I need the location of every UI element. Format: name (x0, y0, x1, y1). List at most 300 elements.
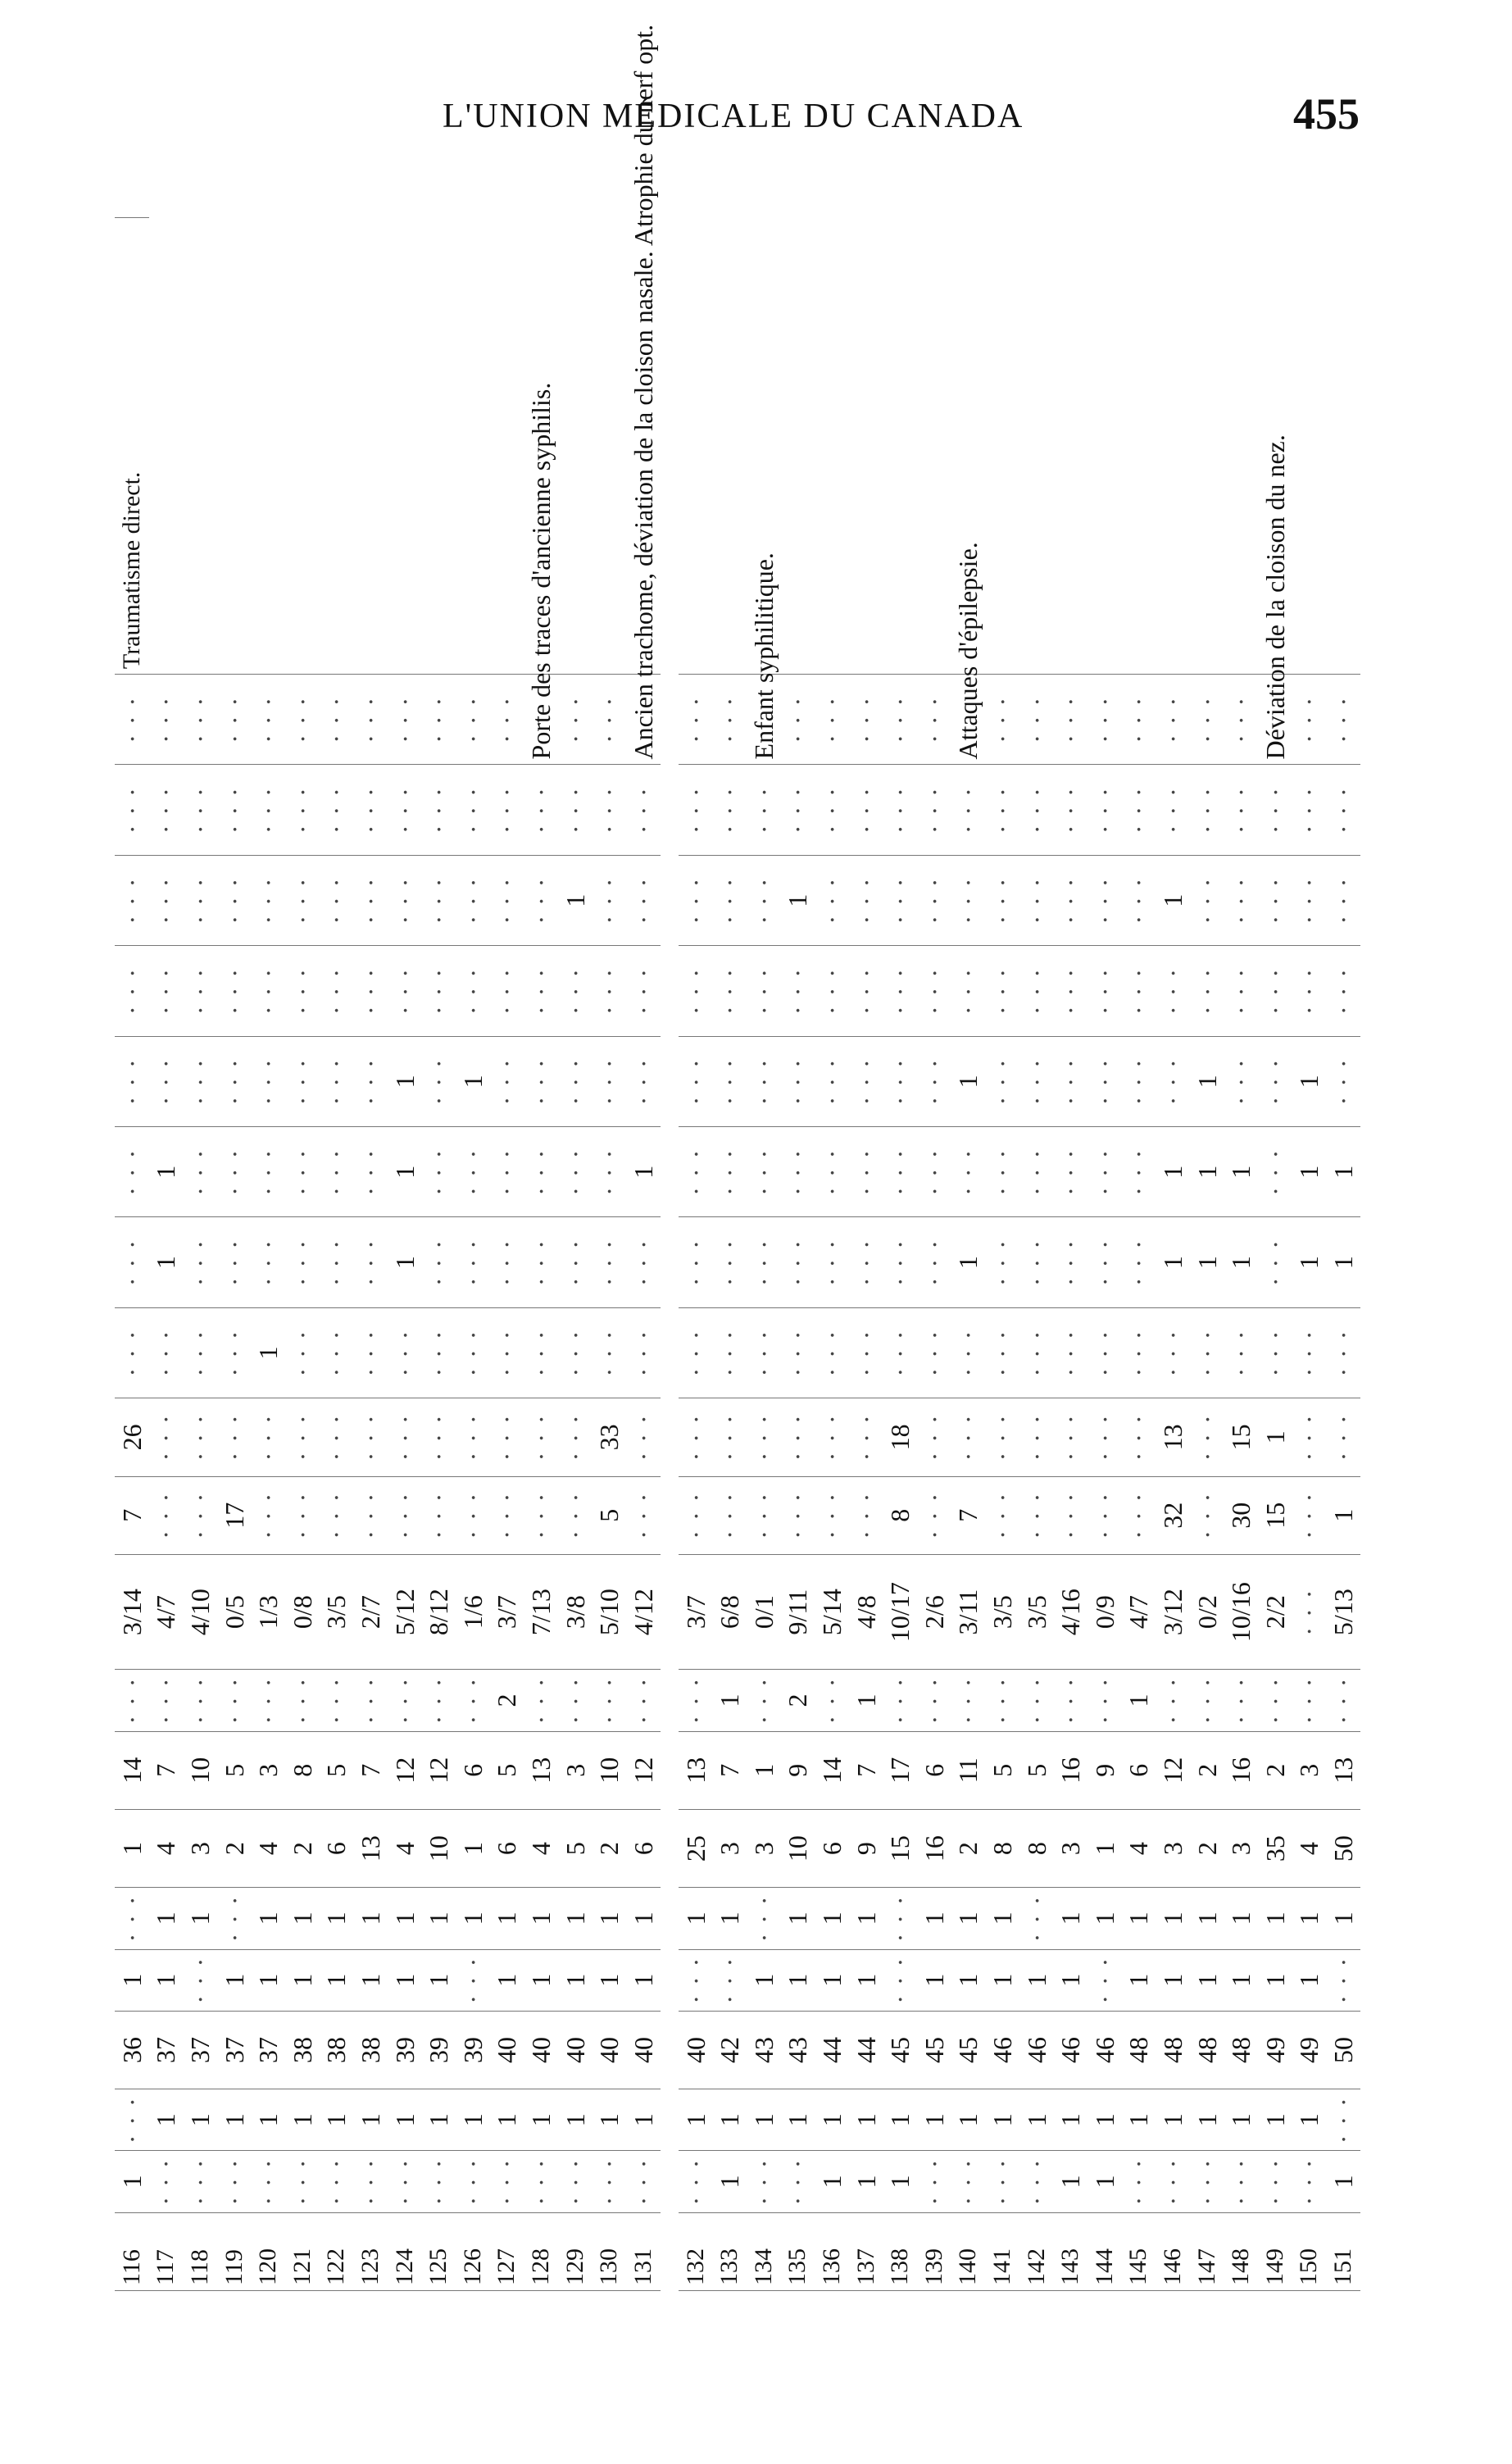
table-cell: · · · (490, 765, 524, 855)
table-cell: · · · (217, 765, 252, 855)
table-cell: 1 (251, 2089, 285, 2151)
table-cell: · · · (712, 855, 747, 945)
table-cell: · · · (985, 1127, 1019, 1217)
table-cell: · · · (1087, 1307, 1122, 1398)
table-cell: · · · (217, 1217, 252, 1307)
table-cell: · · · (917, 2151, 951, 2212)
case-number-cell: 136 (815, 2212, 849, 2290)
table-cell: · · · (883, 1036, 917, 1126)
table-cell: · · · (285, 1307, 320, 1398)
table-cell: · · · (285, 2151, 320, 2212)
table-cell: 8 (1019, 1809, 1054, 1887)
table-cell: 8 (285, 1731, 320, 1809)
table-cell: 1 (1122, 1888, 1156, 1949)
table-cell: · · · (285, 1398, 320, 1476)
table-cell: · · · (1190, 1307, 1224, 1398)
table-cell: 1 (1190, 1217, 1224, 1307)
case-number-cell: 143 (1053, 2212, 1087, 2290)
table-cell: · · · (712, 946, 747, 1036)
table-cell: · · · (917, 1670, 951, 1731)
table-cell: 1 (524, 2089, 558, 2151)
table-cell: · · · (1122, 1036, 1156, 1126)
table-cell: 1 (183, 2089, 217, 2151)
table-cell: 1 (951, 1949, 986, 2011)
table-cell: · · · (285, 1476, 320, 1554)
table-cell: · · · (747, 1670, 781, 1731)
table-cell: · · · (456, 675, 490, 765)
table-cell: · · · (524, 946, 558, 1036)
table-cell: · · · (1258, 946, 1292, 1036)
table-cell: 10/17 (883, 1554, 917, 1670)
table-cell: · · · (626, 1398, 661, 1476)
table-cell: · · · (353, 1127, 388, 1217)
case-number-cell: 124 (388, 2212, 422, 2290)
table-cell: · · · (320, 675, 354, 765)
table-cell: 1 (626, 1127, 661, 1217)
table-cell: · · · (1224, 1307, 1258, 1398)
table-cell: · · · (1258, 1217, 1292, 1307)
table-cell: 6 (815, 1809, 849, 1887)
table-row (115, 218, 149, 2291)
table-cell: · · · (1292, 1307, 1327, 1398)
table-cell: · · · (353, 765, 388, 855)
table-cell: · · · (251, 1476, 285, 1554)
table-cell: Ancien trachome, déviation de la cloison nasale. Atrophie du nerf opt. (626, 675, 661, 765)
table-cell: 4/7 (1122, 1554, 1156, 1670)
table-cell: 1 (1190, 1949, 1224, 2011)
table-cell: · · · (183, 1127, 217, 1217)
table-cell: 1 (1224, 1217, 1258, 1307)
table-cell: · · · (1292, 1476, 1327, 1554)
table-cell: · · · (115, 675, 149, 765)
table-cell: · · · (320, 765, 354, 855)
table-cell: · · · (285, 1036, 320, 1126)
table-cell: · · · (815, 946, 849, 1036)
table-cell: · · · (456, 1398, 490, 1476)
table-cell: · · · (490, 946, 524, 1036)
case-number-cell: 147 (1190, 2212, 1224, 2290)
table-cell: · · · (251, 1670, 285, 1731)
table-cell: · · · (456, 1307, 490, 1398)
table-cell: · · · (849, 1476, 883, 1554)
table-cell: · · · (1053, 855, 1087, 945)
case-number-cell: 150 (1292, 2212, 1327, 2290)
table-cell: · · · (558, 2151, 593, 2212)
table-cell: · · · (917, 946, 951, 1036)
table-cell: · · · (747, 1888, 781, 1949)
table-cell: 1 (456, 1036, 490, 1126)
table-cell: · · · (1258, 1307, 1292, 1398)
table-cell: · · · (951, 1398, 986, 1476)
table-cell: 1 (1292, 1036, 1327, 1126)
table-cell: · · · (251, 1127, 285, 1217)
table-cell: · · · (456, 855, 490, 945)
table-cell: 2/6 (917, 1554, 951, 1670)
table-cell: 37 (251, 2011, 285, 2089)
table-cell: · · · (815, 765, 849, 855)
table-row (985, 218, 1019, 2291)
table-cell: · · · (1122, 855, 1156, 945)
table-cell: 3 (1156, 1809, 1190, 1887)
table-cell: 1 (490, 1888, 524, 1949)
table-cell: · · · (490, 855, 524, 945)
table-cell: 1 (781, 855, 815, 945)
table-cell: · · · (285, 1670, 320, 1731)
table-row (353, 218, 388, 2291)
table-cell: 1 (558, 1888, 593, 1949)
table-cell: · · · (1087, 1127, 1122, 1217)
table-cell: · · · (421, 2151, 456, 2212)
table-cell: · · · (1087, 946, 1122, 1036)
table-cell: · · · (353, 1217, 388, 1307)
table-cell: · · · (1190, 675, 1224, 765)
table-cell: Déviation de la cloison du nez. (1258, 675, 1292, 765)
table-row (524, 218, 558, 2291)
table-cell: · · · (251, 855, 285, 945)
table-cell: · · · (490, 1036, 524, 1126)
table-cell: · · · (217, 2151, 252, 2212)
table-cell: 1 (1087, 2089, 1122, 2151)
table-cell: 1 (883, 2151, 917, 2212)
table-row (1190, 218, 1224, 2291)
table-cell: 1/3 (251, 1554, 285, 1670)
table-cell: · · · (421, 946, 456, 1036)
table-cell: 3/7 (679, 1554, 713, 1670)
table-cell: 2 (1190, 1809, 1224, 1887)
table-cell: · · · (1326, 1398, 1360, 1476)
table-cell: · · · (679, 1217, 713, 1307)
table-cell: · · · (490, 1127, 524, 1217)
table-cell: 2 (217, 1809, 252, 1887)
case-number-cell: 129 (558, 2212, 593, 2290)
table-cell: 38 (320, 2011, 354, 2089)
table-cell: · · · (1326, 1036, 1360, 1126)
table-cell: 3/5 (1019, 1554, 1054, 1670)
case-number-cell: 146 (1156, 2212, 1190, 2290)
table-cell: 1 (320, 2089, 354, 2151)
table-cell: · · · (626, 2151, 661, 2212)
table-cell: 1 (1087, 1809, 1122, 1887)
table-cell: · · · (883, 1949, 917, 2011)
table-cell: · · · (747, 946, 781, 1036)
table-cell: · · · (320, 1398, 354, 1476)
table-cell: 3/7 (490, 1554, 524, 1670)
table-cell: · · · (149, 855, 184, 945)
table-cell: · · · (592, 765, 626, 855)
table-row (320, 218, 354, 2291)
table-cell: 45 (917, 2011, 951, 2089)
table-cell: · · · (183, 855, 217, 945)
table-cell: 11 (951, 1731, 986, 1809)
table-cell: 33 (592, 1398, 626, 1476)
table-cell: 10/16 (1224, 1554, 1258, 1670)
table-cell: · · · (626, 855, 661, 945)
row-gap (661, 218, 679, 2291)
table-cell: 1 (1122, 1949, 1156, 2011)
case-number-cell: 133 (712, 2212, 747, 2290)
table-row (217, 218, 252, 2291)
table-cell: 2 (951, 1809, 986, 1887)
table-cell: · · · (1156, 1036, 1190, 1126)
table-cell: · · · (353, 1476, 388, 1554)
table-cell: · · · (747, 1217, 781, 1307)
table-cell: · · · (1122, 2151, 1156, 2212)
table-cell: 13 (1326, 1731, 1360, 1809)
table-cell: · · · (388, 1398, 422, 1476)
table-cell: 1 (781, 1949, 815, 2011)
table-cell: · · · (1122, 1307, 1156, 1398)
table-cell: · · · (1019, 1307, 1054, 1398)
table-cell: · · · (115, 1217, 149, 1307)
case-number-cell: 128 (524, 2212, 558, 2290)
table-cell: · · · (1087, 765, 1122, 855)
table-cell: · · · (917, 675, 951, 765)
table-cell: · · · (985, 1217, 1019, 1307)
table-cell: 1 (849, 2151, 883, 2212)
table-cell: 5 (558, 1809, 593, 1887)
table-cell: · · · (917, 765, 951, 855)
table-cell: 1 (320, 1949, 354, 2011)
table-cell: 1 (149, 1127, 184, 1217)
table-cell: · · · (1224, 1670, 1258, 1731)
table-cell: · · · (883, 675, 917, 765)
table-cell: · · · (115, 1888, 149, 1949)
table-cell: · · · (1053, 1398, 1087, 1476)
table-cell: 1 (1053, 2151, 1087, 2212)
table-cell: · · · (1156, 2151, 1190, 2212)
table-cell: 39 (456, 2011, 490, 2089)
table-cell: · · · (592, 2151, 626, 2212)
case-number-cell: 135 (781, 2212, 815, 2290)
table-cell: · · · (1258, 765, 1292, 855)
table-cell: · · · (320, 1670, 354, 1731)
table-cell: · · · (781, 1127, 815, 1217)
table-cell: 39 (388, 2011, 422, 2089)
table-cell: · · · (421, 765, 456, 855)
table-cell: · · · (679, 1670, 713, 1731)
table-cell: 7 (849, 1731, 883, 1809)
table-cell: · · · (917, 1476, 951, 1554)
table-cell: 2 (1258, 1731, 1292, 1809)
table-cell: 13 (679, 1731, 713, 1809)
table-cell: · · · (217, 1307, 252, 1398)
table-cell: 1 (421, 1949, 456, 2011)
table-cell: · · · (883, 1127, 917, 1217)
table-cell: · · · (985, 1670, 1019, 1731)
table-cell: 3/14 (115, 1554, 149, 1670)
table-cell: 1 (781, 1888, 815, 1949)
table-cell: 12 (1156, 1731, 1190, 1809)
table-cell: · · · (1122, 946, 1156, 1036)
case-number-cell: 117 (149, 2212, 184, 2290)
table-cell: 46 (985, 2011, 1019, 2089)
table-cell: · · · (1019, 1670, 1054, 1731)
table-cell: 10 (183, 1731, 217, 1809)
table-cell: · · · (388, 1476, 422, 1554)
table-cell: 1 (712, 2151, 747, 2212)
table-row (712, 218, 747, 2291)
table-cell: · · · (251, 1036, 285, 1126)
table-cell: · · · (251, 2151, 285, 2212)
table-cell: 4 (1122, 1809, 1156, 1887)
table-cell: · · · (149, 1036, 184, 1126)
table-cell: 4 (251, 1809, 285, 1887)
table-cell: · · · (1053, 675, 1087, 765)
table-cell: · · · (985, 765, 1019, 855)
table-cell: · · · (592, 1127, 626, 1217)
table-cell: 40 (592, 2011, 626, 2089)
table-cell: 16 (1224, 1731, 1258, 1809)
table-cell: · · · (849, 675, 883, 765)
table-cell: 1 (353, 1949, 388, 2011)
table-cell: · · · (490, 1217, 524, 1307)
table-cell: 14 (115, 1731, 149, 1809)
table-cell: · · · (1258, 1127, 1292, 1217)
table-cell: · · · (747, 1476, 781, 1554)
table-cell: 3 (1224, 1809, 1258, 1887)
table-row (1087, 218, 1122, 2291)
table-cell: 1 (524, 1949, 558, 2011)
table-cell: 1 (388, 1949, 422, 2011)
case-number-cell: 130 (592, 2212, 626, 2290)
table-cell: · · · (1087, 675, 1122, 765)
table-cell: 1 (747, 1731, 781, 1809)
table-cell: 43 (747, 2011, 781, 2089)
table-cell: 1 (626, 1949, 661, 2011)
table-cell: · · · (849, 1307, 883, 1398)
table-cell: · · · (388, 2151, 422, 2212)
table-cell: · · · (421, 675, 456, 765)
table-cell: 10 (781, 1809, 815, 1887)
table-cell: 17 (217, 1476, 252, 1554)
table-cell: 15 (1224, 1398, 1258, 1476)
table-cell: · · · (217, 1670, 252, 1731)
table-cell: · · · (456, 1217, 490, 1307)
table-cell: · · · (149, 765, 184, 855)
table-cell: 1 (1156, 1949, 1190, 2011)
table-cell: 1 (1326, 1127, 1360, 1217)
table-cell: · · · (951, 1670, 986, 1731)
table-cell: · · · (951, 1127, 986, 1217)
table-cell: 4/8 (849, 1554, 883, 1670)
table-cell: · · · (1258, 2151, 1292, 2212)
table-cell: · · · (1326, 946, 1360, 1036)
table-cell: 1 (456, 1888, 490, 1949)
table-cell: 8/12 (421, 1554, 456, 1670)
table-cell: 1 (815, 2151, 849, 2212)
table-cell: · · · (592, 855, 626, 945)
table-cell: · · · (1019, 1398, 1054, 1476)
table-cell: 6 (1122, 1731, 1156, 1809)
table-cell: · · · (1224, 675, 1258, 765)
table-cell: 13 (1156, 1398, 1190, 1476)
table-cell: Enfant syphilitique. (747, 675, 781, 765)
table-cell: · · · (1156, 675, 1190, 765)
table-row (592, 218, 626, 2291)
table-cell: 1 (149, 1217, 184, 1307)
table-row (388, 218, 422, 2291)
table-cell: · · · (421, 1036, 456, 1126)
table-cell: 1 (951, 1217, 986, 1307)
table-cell: 1 (558, 1949, 593, 2011)
table-cell: · · · (1292, 1554, 1327, 1670)
table-cell: 6 (626, 1809, 661, 1887)
table-cell: 43 (781, 2011, 815, 2089)
table-cell: · · · (183, 1670, 217, 1731)
table-cell: · · · (985, 946, 1019, 1036)
table-cell: · · · (1326, 1307, 1360, 1398)
table-cell: · · · (421, 1127, 456, 1217)
table-cell: 1 (1224, 2089, 1258, 2151)
table-cell: 1 (1053, 1949, 1087, 2011)
table-cell: · · · (558, 1307, 593, 1398)
table-cell: · · · (1190, 855, 1224, 945)
table-cell: 15 (1258, 1476, 1292, 1554)
table-cell: · · · (592, 1217, 626, 1307)
table-cell: 1 (1190, 2089, 1224, 2151)
table-row (1053, 218, 1087, 2291)
table-cell: · · · (388, 946, 422, 1036)
table-cell: 2 (490, 1670, 524, 1731)
table-cell: 9 (1087, 1731, 1122, 1809)
table-cell: · · · (1019, 1476, 1054, 1554)
table-cell: 40 (558, 2011, 593, 2089)
table-cell: · · · (1019, 1127, 1054, 1217)
table-cell: 1 (1326, 1217, 1360, 1307)
table-cell: 7 (149, 1731, 184, 1809)
table-cell: 1 (1087, 2151, 1122, 2212)
table-cell: 1 (388, 1127, 422, 1217)
table-cell: 0/1 (747, 1554, 781, 1670)
table-cell: 1 (285, 1888, 320, 1949)
case-number-cell: 126 (456, 2212, 490, 2290)
table-cell: 50 (1326, 1809, 1360, 1887)
table-cell: · · · (490, 1307, 524, 1398)
case-number-cell: 131 (626, 2212, 661, 2290)
table-cell: 1 (1292, 1888, 1327, 1949)
table-cell: 49 (1258, 2011, 1292, 2089)
table-cell: · · · (815, 1398, 849, 1476)
table-cell: · · · (524, 2151, 558, 2212)
table-cell: · · · (490, 2151, 524, 2212)
table-cell: · · · (815, 855, 849, 945)
table-cell: · · · (679, 855, 713, 945)
table-row (1019, 218, 1054, 2291)
table-cell: · · · (815, 1217, 849, 1307)
table-cell: · · · (1156, 765, 1190, 855)
table-cell: · · · (679, 1036, 713, 1126)
table-cell: 1 (490, 2089, 524, 2151)
table-cell: · · · (490, 675, 524, 765)
table-cell: · · · (883, 946, 917, 1036)
table-cell: · · · (815, 675, 849, 765)
table-cell: 6 (917, 1731, 951, 1809)
table-cell: · · · (849, 1398, 883, 1476)
table-row (781, 218, 815, 2291)
table-cell: · · · (592, 1036, 626, 1126)
table-cell: · · · (1224, 2151, 1258, 2212)
table-cell: · · · (320, 2151, 354, 2212)
table-cell: 3 (747, 1809, 781, 1887)
table-cell: · · · (592, 675, 626, 765)
table-cell: · · · (781, 1476, 815, 1554)
table-cell: · · · (1087, 1217, 1122, 1307)
table-cell: 6 (456, 1731, 490, 1809)
table-cell: · · · (353, 1036, 388, 1126)
table-cell: 37 (183, 2011, 217, 2089)
table-cell: · · · (951, 2151, 986, 2212)
table-cell: · · · (285, 1127, 320, 1217)
